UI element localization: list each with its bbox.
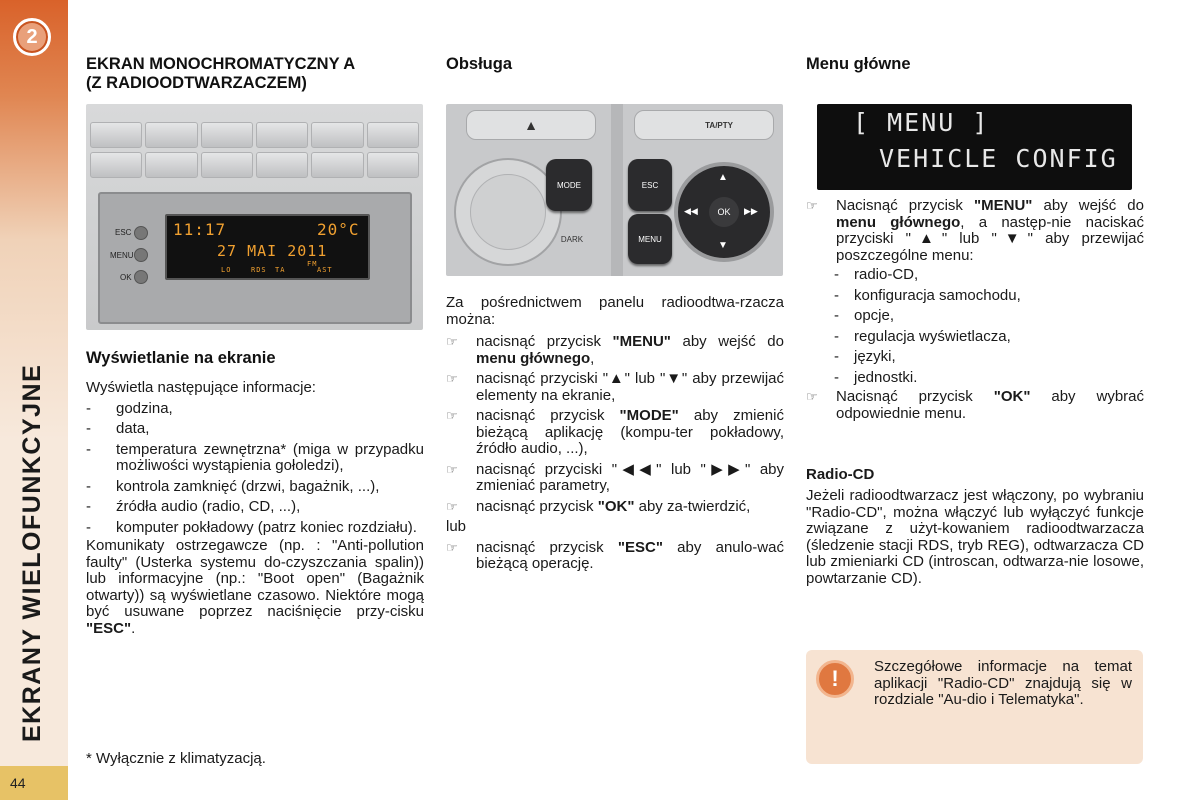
ta-pty-button [634,110,774,140]
dark-button: DARK [560,234,584,244]
list-item: ☞ nacisnąć przycisk "ESC" aby anulo-wać bieżącą operację. [446,538,784,572]
section-heading-display: Wyświetlanie na ekranie [86,349,276,367]
list-item: - godzina, [86,399,173,417]
lcd-label-ast: AST [317,266,333,274]
display-intro: Wyświetla następujące informacje: [86,379,316,396]
lcd-label-lo: LO [221,266,232,274]
pointer-icon: ☞ [446,371,458,386]
pointer-icon: ☞ [806,198,818,213]
menu-button: MENU [628,214,672,264]
section-title-mono-screen [86,55,424,93]
lcd-date: 27 MAI 2011 [217,242,328,260]
monochrome-display-illustration [86,104,423,330]
chapter-number-badge [13,18,51,56]
list-item: - konfiguracja samochodu, [834,286,1021,304]
title-line-2: (Z RADIOODTWARZACZEM) [86,74,307,92]
pointer-icon: ☞ [446,408,458,423]
column-3-body [806,198,1144,422]
esc-button: ESC [628,159,672,211]
list-item: - kontrola zamknięć (drzwi, bagażnik, ...), [86,477,380,495]
or-text: lub [446,518,467,535]
pointer-icon: ☞ [446,539,458,555]
lcd-label-rds: RDS [251,266,267,274]
chapter-title: EKRANY WIELOFUNKCYJNE [18,363,46,742]
pointer-icon: ☞ [446,334,458,349]
operation-intro: Za pośrednictwem panelu radioodtwa-rzacza można: [446,294,784,328]
radio-cd-heading: Radio-CD [806,466,875,483]
radio-controls-illustration [446,104,783,276]
info-note-text: Szczegółowe informacje na temat aplikacji "Radio-CD" znajdują się w rozdziale "Au-dio i Telematyka". [874,658,1132,708]
vent-row-bottom [90,152,419,178]
list-item: ☞ nacisnąć przyciski "▲" lub "▼" aby przewijać elementy na ekranie, [446,370,784,404]
chapter-number: 2 [26,26,38,48]
title-line-1: EKRAN MONOCHROMATYCZNY A [86,55,356,73]
list-item: ☞ Nacisnąć przycisk "OK" aby wybrać odpowiednie menu. [806,388,1144,422]
lcd-temperature: 20°C [317,220,360,239]
pointer-icon: ☞ [446,498,458,514]
list-item: ☞ Nacisnąć przycisk "MENU" aby wejść do menu głównego, a następ-nie naciskać przyciski "▲" lub "▼" aby przewijać poszczególne menu: [806,197,1144,264]
mode-button: MODE [546,159,592,211]
page-number: 44 [0,766,68,800]
list-item: ☞ nacisnąć przycisk "OK" aby za-twierdzić, [446,497,751,515]
submenu-list [806,265,1144,388]
eject-button [466,110,596,140]
info-note-box [806,650,1143,764]
pointer-icon: ☞ [806,389,818,404]
display-frame [98,192,412,324]
panel-divider [611,104,623,276]
section-title-main-menu: Menu główne [806,55,911,73]
esc-label: ESC [115,228,132,237]
lcd-label-ta: TA [275,266,286,274]
lcd-config-line: VEHICLE CONFIG [879,144,1118,173]
lcd-screen [165,214,370,280]
list-item: - temperatura zewnętrzna* (miga w przypadku możliwości wystąpienia gołoledzi), [86,440,424,474]
display-info-list [86,401,424,537]
menu-label: MENU [110,251,134,260]
menu-button-dot [134,248,148,262]
list-item: - komputer pokładowy (patrz koniec rozdziału). [86,518,417,536]
list-item: ☞ nacisnąć przycisk "MENU" aby wejść do menu głównego, [446,333,784,367]
list-item: ☞ nacisnąć przyciski "◀◀" lub "▶▶" aby zmieniać parametry, [446,460,784,494]
ok-label: OK [120,273,132,282]
rewind-icon: ◀◀ [684,206,698,216]
section-title-operation: Obsługa [446,55,513,73]
forward-icon: ▶▶ [744,206,758,216]
warning-messages-paragraph: Komunikaty ostrzegawcze (np. : "Anti-pollution faulty" (Usterka systemu do-czyszczania spalin)) lub informacyjne (np.: "Boot open" (Bagażnik otwarty)) są wyświetlane czasowo. Niektóre mogą być usuwane poprzez naciśnięcie przy-cisku "ESC". [86,537,424,637]
footnote: * Wyłącznie z klimatyzacją. [86,750,266,767]
list-item: - radio-CD, [834,266,919,283]
ta-pty-label: TA/PTY [705,120,733,130]
lcd-menu-line: [ MENU ] [853,108,990,137]
list-item: - źródła audio (radio, CD, ...), [86,498,301,515]
lcd-label-fm: FM [307,260,318,268]
list-item: - data, [86,420,150,437]
column-2-body [446,295,784,573]
radio-cd-section [806,466,1144,587]
radio-cd-text: Jeżeli radioodtwarzacz jest włączony, po wybraniu "Radio-CD", można włączyć lub wyłączyć funkcje związane z użyt-kowaniem radioodtwarzacza (śledzenie stacji RDS, tryb REG), odtwarzacza CD lub zmieniarki CD (introscan, odtwarza-nie losowe, powtarzanie CD). [806,487,1144,587]
list-item: ☞ nacisnąć przycisk "MODE" aby zmienić bieżącą aplikację (kompu-ter pokładowy, źródło audio, ...), [446,407,784,457]
list-item: - opcje, [834,307,895,324]
down-arrow-icon: ▼ [718,240,728,251]
pointer-icon: ☞ [446,461,458,477]
eject-icon: ▲ [524,117,538,133]
exclamation-icon: ! [816,660,854,698]
esc-button-dot [134,226,148,240]
list-item: - regulacja wyświetlacza, [834,327,1011,345]
ok-button: OK [709,197,739,227]
ok-button-dot [134,270,148,284]
list-item: - jednostki. [834,368,918,386]
vent-row-top [90,122,419,148]
column-1-body [86,349,424,637]
list-item: - języki, [834,348,896,365]
navigation-pad [674,162,774,262]
menu-lcd-illustration [817,104,1132,190]
up-arrow-icon: ▲ [718,172,728,183]
lcd-time: 11:17 [173,220,227,239]
